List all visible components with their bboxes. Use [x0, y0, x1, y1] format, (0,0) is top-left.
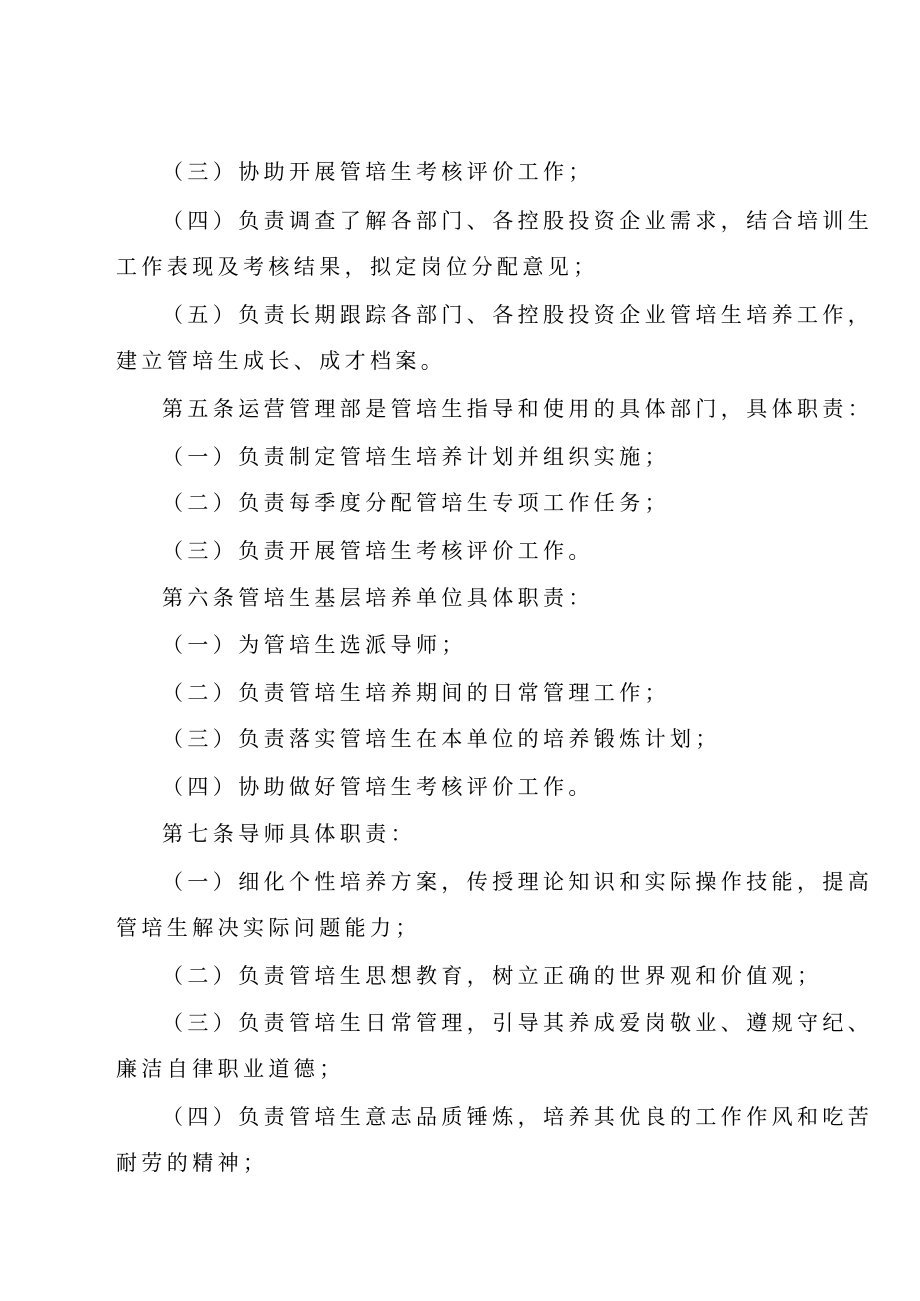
- paragraph-line: （三）负责管培生日常管理，引导其养成爱岗敬业、遵规守纪、: [162, 1011, 874, 1035]
- paragraph-line: 管培生解决实际问题能力；: [116, 916, 421, 940]
- paragraph-line: 廉洁自律职业道德；: [116, 1057, 345, 1081]
- paragraph-line: （四）负责调查了解各部门、各控股投资企业需求，结合培训生: [162, 209, 874, 233]
- paragraph-line: （一）为管培生选派导师；: [162, 633, 467, 657]
- paragraph-line: 工作表现及考核结果，拟定岗位分配意见；: [116, 255, 599, 279]
- article-heading-line: 第五条运营管理部是管培生指导和使用的具体部门，具体职责：: [162, 397, 874, 421]
- paragraph-line: （二）负责管培生思想教育，树立正确的世界观和价值观；: [162, 964, 823, 988]
- paragraph-line: （一）负责制定管培生培养计划并组织实施；: [162, 445, 670, 469]
- paragraph-line: （二）负责管培生培养期间的日常管理工作；: [162, 681, 670, 705]
- paragraph-line: （四）负责管培生意志品质锤炼，培养其优良的工作作风和吃苦: [162, 1105, 874, 1129]
- paragraph-line: 耐劳的精神；: [116, 1151, 269, 1175]
- paragraph-line: （三）协助开展管培生考核评价工作；: [162, 160, 594, 184]
- paragraph-line: （三）负责落实管培生在本单位的培养锻炼计划；: [162, 727, 721, 751]
- paragraph-line: （三）负责开展管培生考核评价工作。: [162, 539, 594, 563]
- paragraph-line: 建立管培生成长、成才档案。: [116, 349, 447, 373]
- paragraph-line: （五）负责长期跟踪各部门、各控股投资企业管培生培养工作，: [162, 303, 874, 327]
- paragraph-line: （二）负责每季度分配管培生专项工作任务；: [162, 491, 670, 515]
- article-heading-line: 第七条导师具体职责：: [162, 822, 416, 846]
- article-heading-line: 第六条管培生基层培养单位具体职责：: [162, 586, 594, 610]
- paragraph-line: （一）细化个性培养方案，传授理论知识和实际操作技能，提高: [162, 870, 874, 894]
- paragraph-line: （四）协助做好管培生考核评价工作。: [162, 775, 594, 799]
